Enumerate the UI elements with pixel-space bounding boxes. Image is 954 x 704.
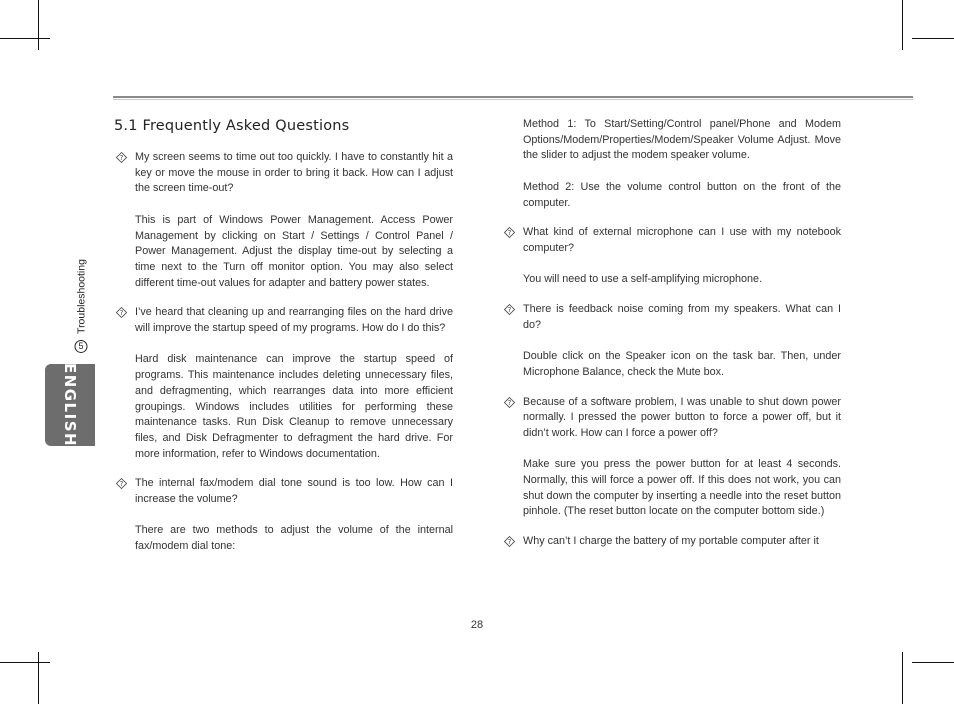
svg-text:?: ? bbox=[119, 154, 124, 162]
faq-item bbox=[503, 534, 841, 550]
faq-item bbox=[503, 302, 841, 381]
question-diamond-icon bbox=[504, 304, 515, 315]
crop-mark bbox=[912, 662, 954, 663]
svg-text:?: ? bbox=[119, 480, 124, 489]
svg-text:?: ? bbox=[507, 398, 512, 407]
faq-item bbox=[115, 305, 453, 462]
header-rule-light bbox=[113, 99, 913, 100]
svg-text:?: ? bbox=[507, 538, 512, 547]
crop-mark bbox=[902, 652, 903, 704]
svg-text:?: ? bbox=[507, 306, 512, 314]
faq-question: ? I’ve heard that cleaning up and rearranging files on the hard drive will improve the startup speed of my programs. How do I do this? bbox=[115, 305, 453, 336]
faq-answer: You will need to use a self-amplifying microphone. bbox=[523, 273, 763, 286]
svg-text:?: ? bbox=[119, 309, 124, 318]
faq-answer: There are two methods to adjust the volume of the internal fax/modem dial tone: bbox=[135, 524, 453, 553]
page-number: 28 bbox=[470, 619, 484, 631]
section-name: Troubleshooting bbox=[75, 259, 87, 334]
question-diamond-icon bbox=[504, 536, 515, 547]
section-label bbox=[75, 259, 88, 353]
faq-question: ? The internal fax/modem dial tone sound is too low. How can I increase the volume? bbox=[115, 476, 453, 507]
faq-item bbox=[115, 476, 453, 555]
crop-mark bbox=[912, 38, 954, 39]
faq-answer: Double click on the Speaker icon on the task bar. Then, under Microphone Balance, check the Mute box. bbox=[523, 350, 841, 378]
language-tab-label: ENGLISH bbox=[61, 362, 79, 448]
faq-question: ? Because of a software problem, I was unable to shut down power normally. I pressed the power button to force a power off, but it didn’t work. How can I force a power off? bbox=[503, 395, 841, 442]
faq-answer: Method 1: To Start/Setting/Control panel/Phone and Modem Options/Modem/Properties/Modem/Speaker Volume Adjust. Move the slider to adjust the modem speaker volume. Method 2: Use the volume control button on the front of the computer. bbox=[523, 118, 841, 209]
faq-item bbox=[503, 395, 841, 521]
language-tab bbox=[45, 364, 95, 446]
faq-item bbox=[115, 150, 453, 291]
faq-question: ? My screen seems to time out too quickly. I have to constantly hit a key or move the mouse in order to bring it back. How can I adjust the screen time-out? bbox=[115, 150, 453, 197]
faq-answer: Make sure you press the power button for at least 4 seconds. Normally, this will force a power off. If this does not work, you can shut down the computer by inserting a needle into the reset button pinhole. (The reset button locate on the computer bottom side.) bbox=[523, 458, 841, 518]
right-column bbox=[503, 117, 841, 564]
question-diamond-icon bbox=[116, 478, 127, 489]
faq-question: ? There is feedback noise coming from my speakers. What can I do? bbox=[503, 302, 841, 333]
faq-question: ? Why can’t I charge the battery of my portable computer after it bbox=[503, 534, 841, 550]
faq-answer: This is part of Windows Power Management. Access Power Management by clicking on Start / Settings / Control Panel / Power Management. Adjust the display time-out by selecting a time next to the Turn off monitor option. You may also select different time-out values for adapter and battery power states. bbox=[135, 213, 453, 289]
header-rule bbox=[113, 96, 913, 98]
page-title: 5.1 Frequently Asked Questions bbox=[114, 118, 350, 134]
faq-item bbox=[503, 225, 841, 288]
question-diamond-icon bbox=[504, 397, 515, 408]
section-number-icon: 5 bbox=[75, 340, 88, 353]
faq-continuation bbox=[503, 117, 841, 211]
svg-text:?: ? bbox=[507, 229, 512, 238]
question-diamond-icon bbox=[504, 227, 515, 238]
question-diamond-icon bbox=[116, 152, 127, 163]
crop-mark bbox=[0, 38, 50, 39]
faq-answer: Hard disk maintenance can improve the startup speed of programs. This maintenance includes deleting unnecessary files, and defragmenting, which rearranges data into more efficient groupings. Windows includes utilities for performing these maintenance tasks. Run Disk Cleanup to remove unnecessary files, and Disk Defragmenter to defragment the hard drive. For more information, refer to Windows documentation. bbox=[135, 353, 453, 460]
left-column bbox=[115, 150, 453, 569]
question-diamond-icon bbox=[116, 307, 127, 318]
crop-mark bbox=[902, 0, 903, 50]
crop-mark bbox=[38, 652, 39, 704]
crop-mark bbox=[38, 0, 39, 50]
crop-mark bbox=[0, 662, 50, 663]
faq-question: ? What kind of external microphone can I use with my notebook computer? bbox=[503, 225, 841, 256]
